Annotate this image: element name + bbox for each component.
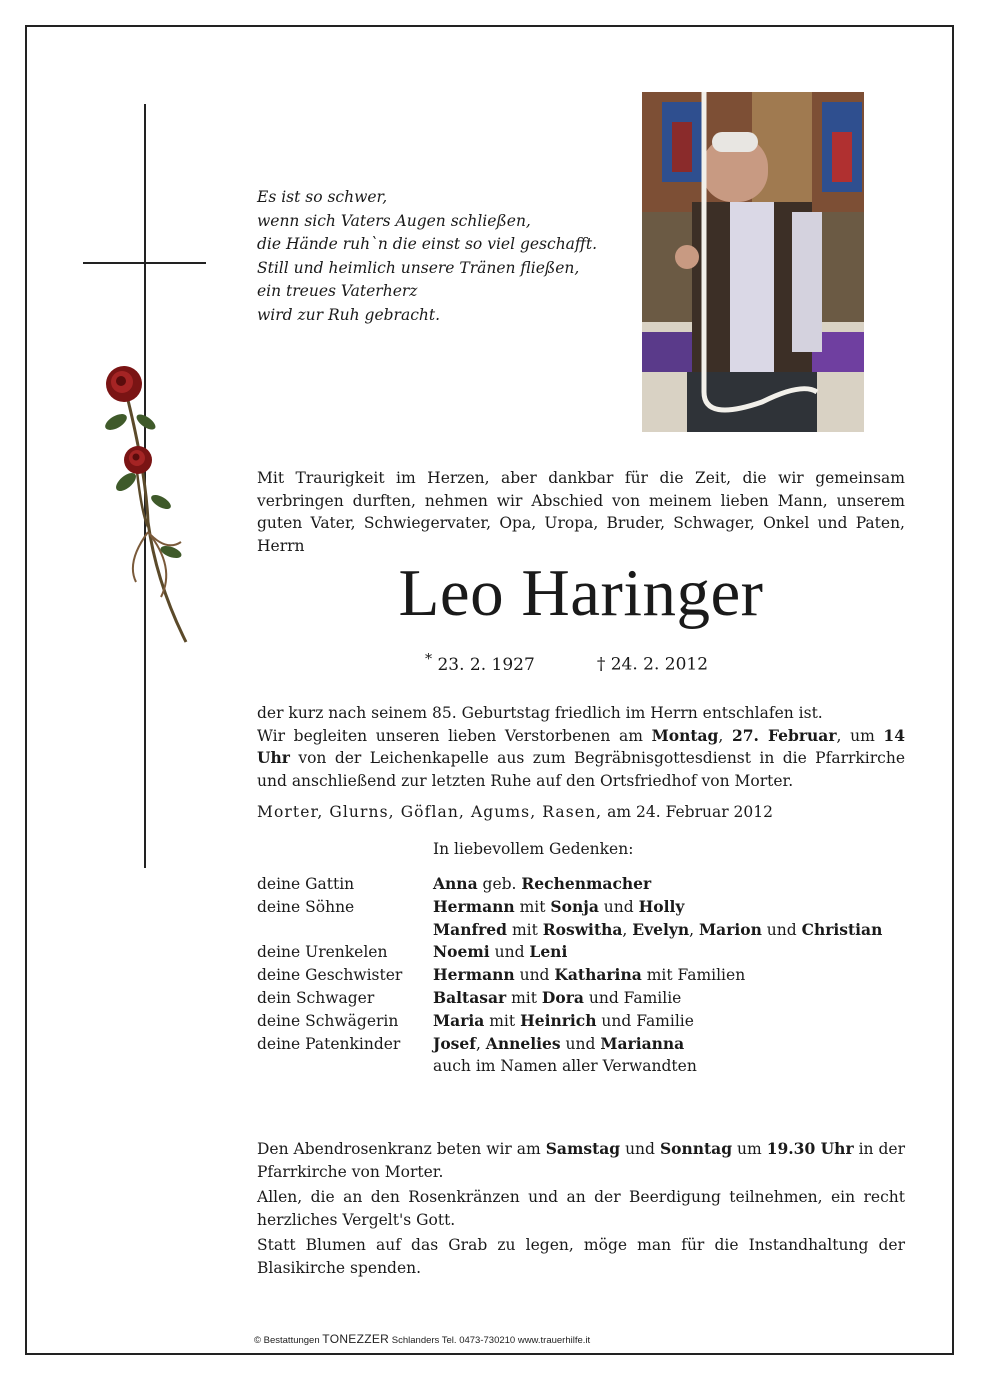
relative-name: Roswitha	[542, 919, 623, 939]
rosary-day: Sonntag	[659, 1139, 733, 1158]
relative-name: Josef	[433, 1033, 476, 1053]
rosary-day: Samstag	[545, 1139, 621, 1158]
text: und	[761, 920, 802, 939]
notice-date: am 24. Februar 2012	[602, 803, 773, 821]
relative-label: deine Söhne	[257, 897, 355, 916]
birth-symbol: *	[425, 651, 433, 667]
relative-row	[257, 896, 882, 942]
relative-name: Manfred	[433, 919, 508, 939]
text: Wir begleiten unseren lieben Verstorbenen am	[257, 726, 652, 745]
cross-horizontal-bar	[83, 262, 206, 264]
relative-name: Marianna	[600, 1033, 685, 1053]
text: ,	[718, 726, 732, 745]
relative-name: Katharina	[554, 965, 642, 985]
text: , um	[836, 726, 884, 745]
intro-paragraph: Mit Traurigkeit im Herzen, aber dankbar für die Zeit, die wir gemeinsam verbringen durften, nehmen wir Abschied von meinem lieben Mann, unserem guten Vater, Schwiegervater, Opa, Uropa, Bruder, Schwager, Onkel und Paten, Herrn	[257, 469, 905, 555]
text: ,	[622, 920, 633, 939]
portrait-photo	[642, 92, 864, 432]
poem-line: ein treues Vaterherz	[257, 282, 418, 300]
passing-line: der kurz nach seinem 85. Geburtstag friedlich im Herrn entschlafen ist.	[257, 704, 823, 722]
text: von der Leichenkapelle aus zum Begräbnisgottesdienst in die Pfarrkirche und anschließend zur letzten Ruhe auf den Ortsfriedhof von Morter.	[257, 749, 905, 790]
closing-section	[257, 1138, 905, 1282]
footer-prefix: © Bestattungen	[254, 1335, 323, 1346]
thanks-paragraph: Allen, die an den Rosenkränzen und an der Beerdigung teilnehmen, ein recht herzliches Vergelt's Gott.	[257, 1188, 905, 1229]
text: ,	[689, 920, 699, 939]
text: um	[732, 1140, 767, 1158]
relative-name: Sonja	[550, 896, 599, 916]
text: und Familie	[583, 988, 682, 1007]
relatives-list	[257, 873, 882, 1078]
rose-decoration-icon	[86, 352, 206, 652]
relative-row	[257, 1033, 882, 1056]
death-date: 24. 2. 2012	[610, 654, 709, 675]
text: mit	[507, 920, 543, 939]
life-dates	[425, 651, 708, 675]
relative-row	[257, 1055, 882, 1078]
remembrance-heading: In liebevollem Gedenken:	[433, 840, 634, 858]
relative-row	[257, 941, 882, 964]
death-symbol: †	[596, 654, 606, 675]
text: mit	[484, 1011, 521, 1030]
text: und	[560, 1034, 601, 1053]
relative-name: Maria	[433, 1010, 485, 1030]
text: und Familie	[596, 1011, 694, 1030]
relative-label: deine Patenkinder	[257, 1034, 401, 1053]
footer-contact: Schlanders Tel. 0473-730210 www.trauerhilfe.it	[389, 1335, 591, 1346]
relative-name: Holly	[638, 896, 685, 916]
text: mit	[514, 897, 551, 916]
relative-row	[257, 1010, 882, 1033]
rosary-time: 19.30 Uhr	[766, 1139, 854, 1158]
relative-name: Hermann	[433, 896, 515, 916]
relative-label: deine Gattin	[257, 875, 355, 893]
text: und	[598, 897, 639, 916]
poem	[257, 186, 597, 327]
funeral-date: 27. Februar	[731, 725, 837, 745]
all-relatives-line: auch im Namen aller Verwandten	[433, 1057, 697, 1076]
relative-name: Evelyn	[632, 919, 690, 939]
text: Den Abendrosenkranz beten wir am	[257, 1140, 546, 1158]
donation-paragraph: Statt Blumen auf das Grab zu legen, möge man für die Instandhaltung der Blasikirche spenden.	[257, 1236, 905, 1277]
funeral-paragraph	[257, 725, 905, 793]
text: ,	[475, 1034, 486, 1053]
relative-name: Leni	[529, 942, 568, 962]
text: in der Pfarrkirche von Morter.	[257, 1140, 905, 1181]
birth-date: 23. 2. 1927	[437, 654, 535, 675]
relative-name: Rechenmacher	[521, 874, 652, 893]
poem-line: Still und heimlich unsere Tränen fließen,	[257, 258, 580, 277]
place-date-line	[257, 803, 773, 821]
relative-name: Hermann	[433, 965, 515, 985]
relative-label: dein Schwager	[257, 988, 375, 1007]
funeral-day: Montag	[651, 725, 719, 745]
text: mit	[506, 988, 542, 1007]
relative-name: Christian	[801, 919, 883, 939]
poem-line: wenn sich Vaters Augen schließen,	[257, 211, 531, 230]
footer-brand: TONEZZER	[322, 1332, 390, 1346]
footer-credit	[254, 1332, 590, 1346]
text: geb.	[477, 875, 522, 893]
relative-name: Anna	[433, 874, 478, 893]
funeral-time: 14 Uhr	[257, 725, 905, 767]
poem-line: wird zur Ruh gebracht.	[257, 305, 441, 324]
relative-name: Annelies	[485, 1033, 561, 1053]
rosary-paragraph	[257, 1138, 905, 1183]
relative-label: deine Schwägerin	[257, 1011, 399, 1030]
relative-row	[257, 873, 882, 896]
text: und	[514, 966, 555, 985]
relative-row	[257, 987, 882, 1010]
poem-line: die Hände ruh`n die einst so viel geschafft.	[257, 235, 598, 253]
relative-name: Baltasar	[433, 987, 507, 1007]
poem-line: Es ist so schwer,	[257, 188, 388, 206]
relative-label-empty	[257, 1055, 433, 1078]
deceased-name: Leo Haringer	[398, 556, 764, 630]
relative-name: Heinrich	[520, 1010, 597, 1030]
relative-label: deine Urenkelen	[257, 943, 388, 962]
relative-name: Marion	[699, 919, 762, 939]
text: mit Familien	[641, 966, 746, 985]
relative-name: Noemi	[433, 942, 490, 962]
funeral-details	[257, 702, 905, 792]
relative-label: deine Geschwister	[257, 966, 403, 985]
relative-name: Dora	[541, 987, 584, 1007]
text: und	[620, 1140, 660, 1158]
text: und	[489, 943, 530, 962]
relative-row	[257, 964, 882, 987]
places: Morter, Glurns, Göflan, Agums, Rasen,	[257, 803, 603, 821]
